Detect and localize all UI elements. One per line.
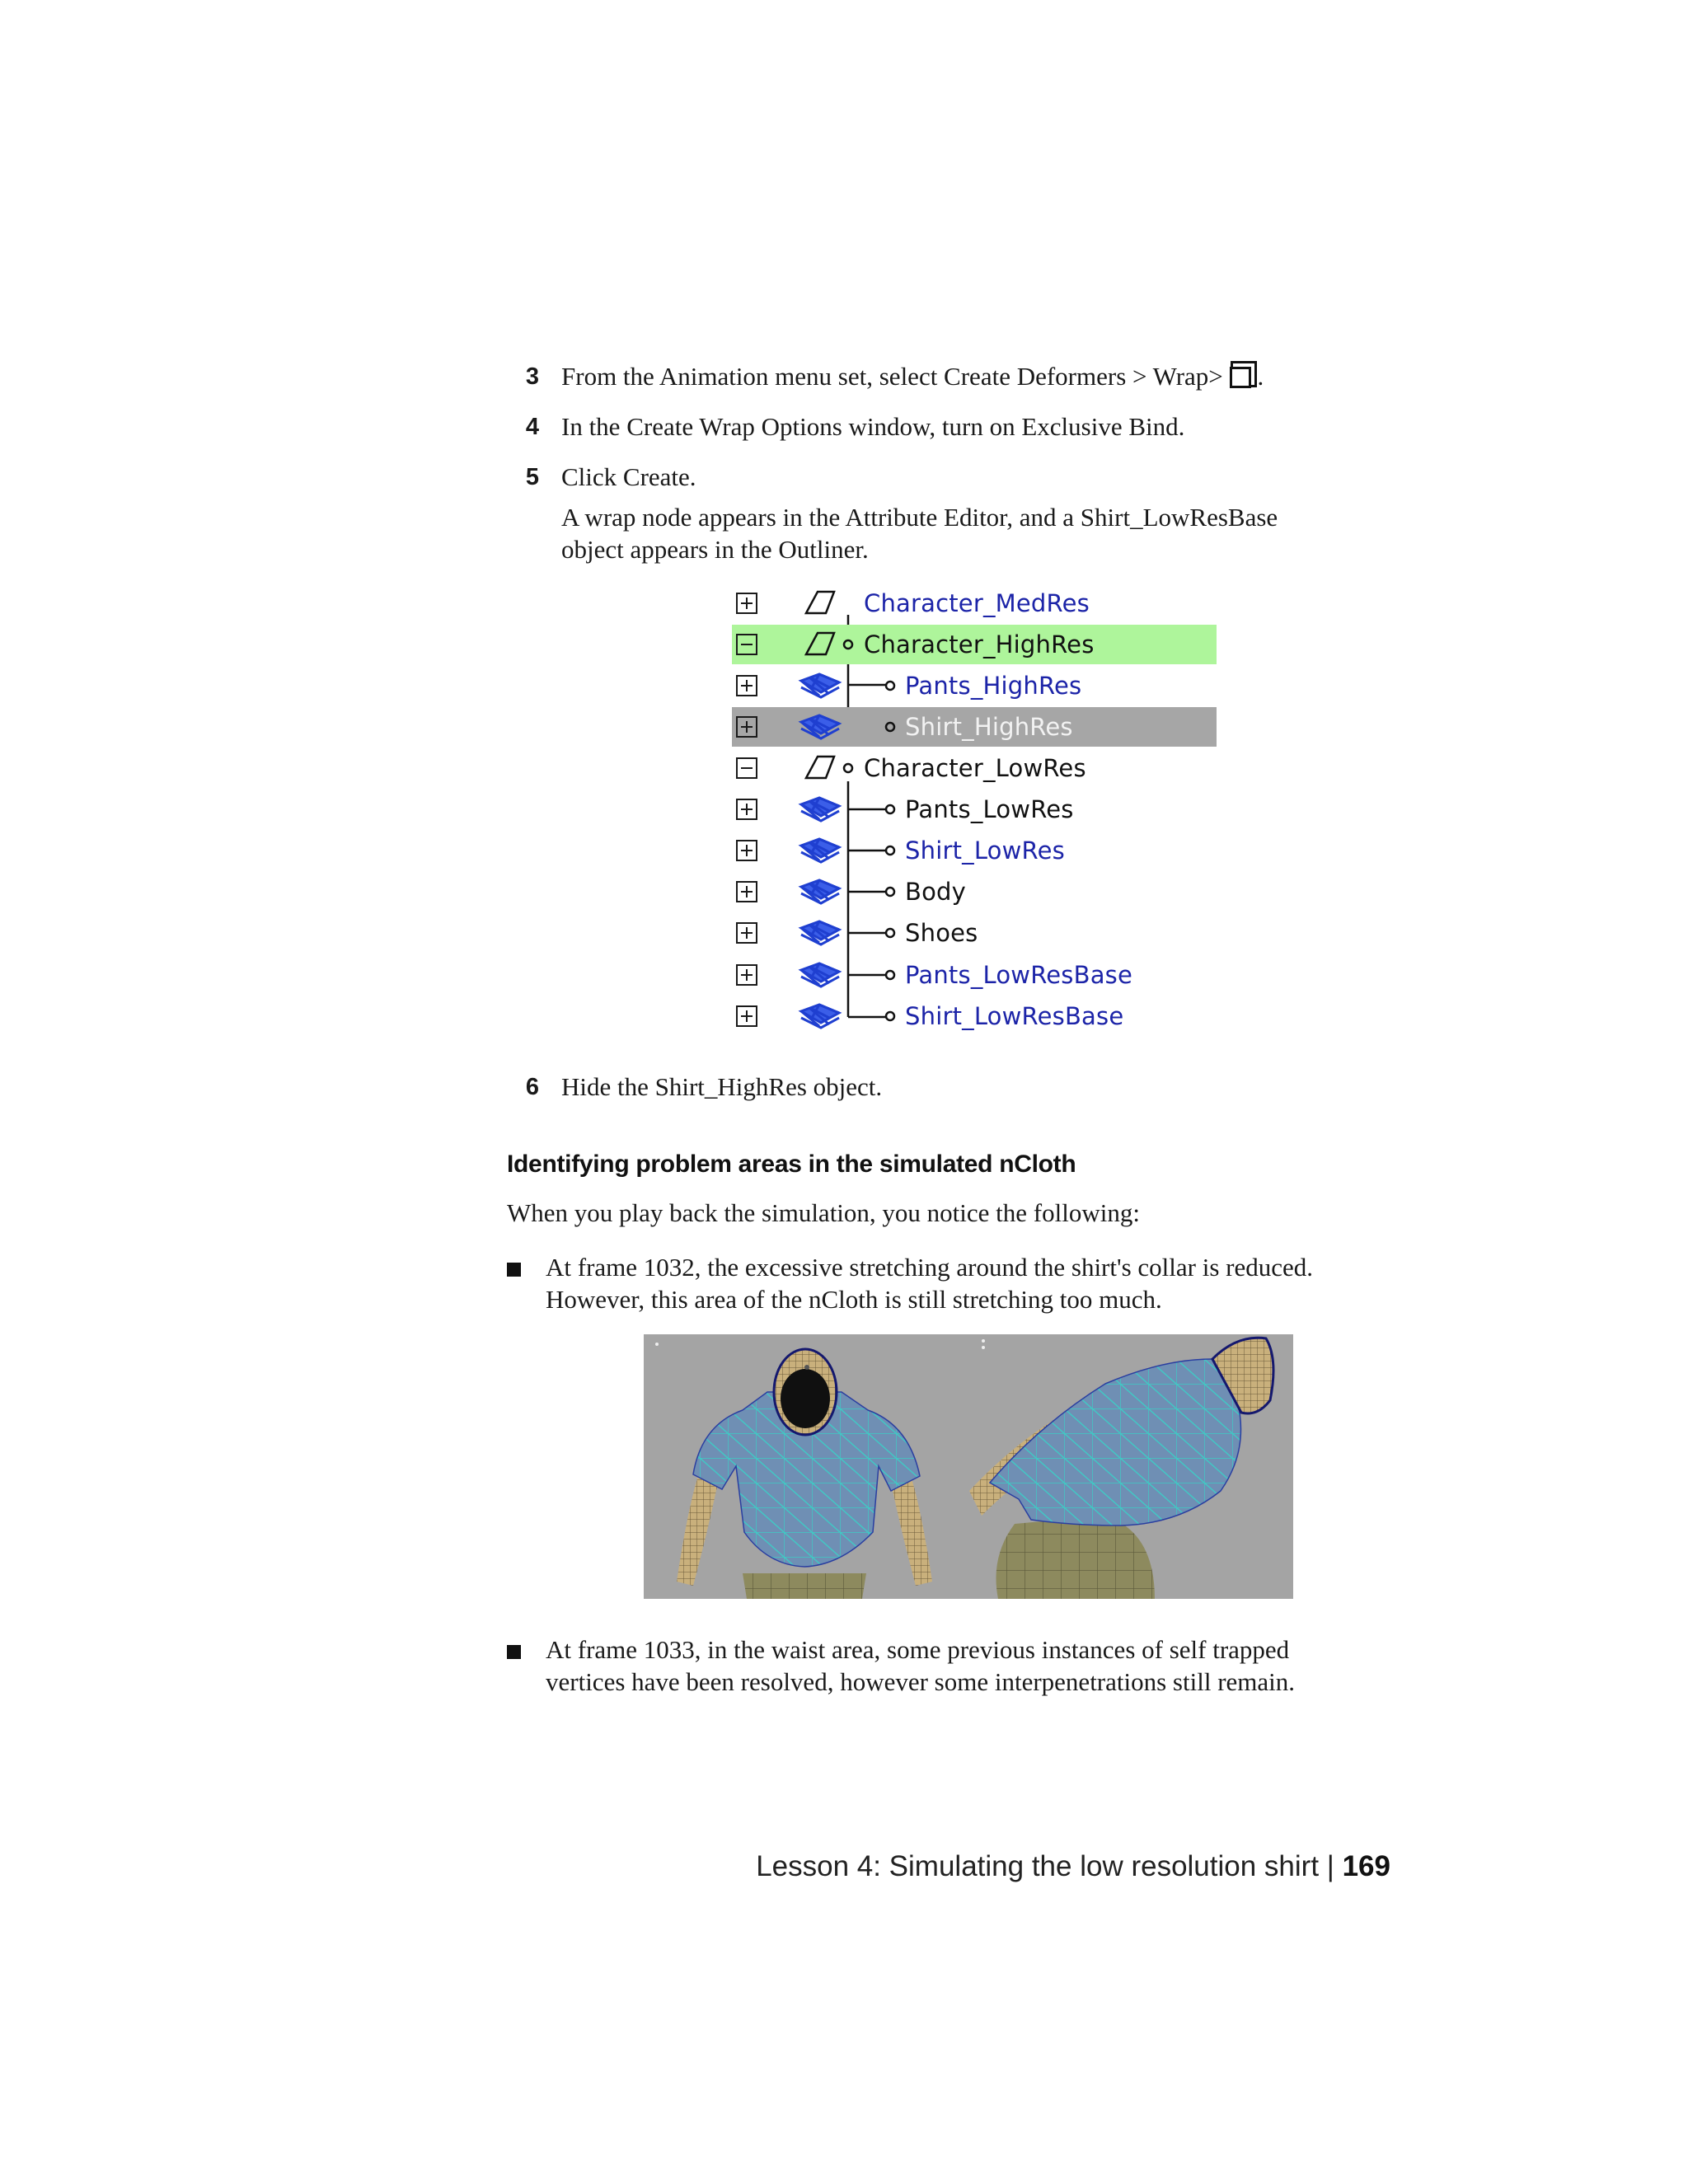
step-text: In the Create Wrap Options window, turn on Exclusive Bind. <box>561 412 1185 441</box>
outliner-row[interactable] <box>732 748 1217 788</box>
outliner-row[interactable] <box>732 666 1217 705</box>
group-icon <box>803 753 862 783</box>
node-connector-icon <box>884 720 897 733</box>
expand-icon[interactable] <box>736 881 757 902</box>
mesh-icon <box>796 836 846 865</box>
outliner-item-label: Character_LowRes <box>864 754 1086 782</box>
expand-icon[interactable] <box>736 922 757 944</box>
step-number: 6 <box>525 1074 540 1100</box>
page-number: 169 <box>1342 1850 1390 1882</box>
bullet-line-2: vertices have been resolved, however some interpenetrations still remain. <box>546 1667 1296 1696</box>
step-text: Hide the Shirt_HighRes object. <box>561 1072 883 1101</box>
expand-icon[interactable] <box>736 593 757 614</box>
step-number: 3 <box>525 363 540 390</box>
bullet-line-1: At frame 1032, the excessive stretching around the shirt's collar is reduced. <box>546 1253 1313 1282</box>
node-connector-icon <box>884 803 897 816</box>
mesh-icon <box>796 877 846 907</box>
mesh-icon <box>796 712 846 742</box>
result-line-1: A wrap node appears in the Attribute Editor, and a Shirt_LowResBase <box>561 503 1278 532</box>
node-connector-icon <box>884 926 897 940</box>
outliner-item-label: Pants_LowRes <box>905 795 1074 823</box>
shirt-simulation-render <box>644 1334 1293 1599</box>
outliner-item-label: Character_MedRes <box>864 589 1090 617</box>
outliner-item-label: Pants_HighRes <box>905 672 1082 700</box>
outliner-row[interactable] <box>732 625 1217 664</box>
expand-icon[interactable] <box>736 1005 757 1027</box>
collapse-icon[interactable] <box>736 757 757 779</box>
node-connector-icon <box>884 679 897 692</box>
node-connector-icon <box>884 1010 897 1023</box>
step-suffix: . <box>1257 362 1264 391</box>
mesh-icon <box>796 671 846 701</box>
group-icon <box>803 630 862 659</box>
page-footer <box>756 1849 1390 1885</box>
outliner-row[interactable] <box>732 955 1217 995</box>
outliner-row[interactable] <box>732 790 1217 829</box>
group-icon <box>803 588 862 618</box>
bullet-line-1: At frame 1033, in the waist area, some previous instances of self trapped <box>546 1635 1290 1664</box>
step-5-result <box>561 501 1278 565</box>
mesh-icon <box>796 1001 846 1031</box>
outliner-row[interactable] <box>732 583 1217 623</box>
step-text: Click Create. <box>561 462 696 491</box>
expand-icon[interactable] <box>736 675 757 696</box>
step-text: From the Animation menu set, select Create Deformers > Wrap> <box>561 362 1223 391</box>
outliner-row[interactable] <box>732 872 1217 912</box>
mesh-icon <box>796 960 846 990</box>
outliner-row[interactable] <box>732 996 1217 1036</box>
mesh-icon <box>796 918 846 948</box>
outliner-item-label: Body <box>905 878 967 906</box>
step-number: 4 <box>525 414 540 440</box>
expand-icon[interactable] <box>736 799 757 820</box>
footer-lesson-title: Lesson 4: Simulating the low resolution shirt | <box>756 1850 1343 1882</box>
mesh-icon <box>796 794 846 824</box>
outliner-row[interactable] <box>732 831 1217 870</box>
outliner-item-label: Shirt_LowResBase <box>905 1002 1124 1030</box>
outliner-row[interactable] <box>732 707 1217 747</box>
outliner-item-label: Shirt_HighRes <box>905 713 1073 741</box>
ncloth-viewport-image <box>644 1334 1293 1599</box>
node-connector-icon <box>884 844 897 857</box>
step-number: 5 <box>525 464 540 490</box>
outliner-row[interactable] <box>732 913 1217 953</box>
outliner-item-label: Character_HighRes <box>864 630 1095 658</box>
option-box-icon <box>1230 367 1251 388</box>
node-connector-icon <box>884 885 897 898</box>
outliner-item-label: Pants_LowResBase <box>905 961 1133 989</box>
outliner-item-label: Shirt_LowRes <box>905 837 1065 865</box>
expand-icon[interactable] <box>736 840 757 861</box>
section-intro: When you play back the simulation, you notice the following: <box>507 1198 1140 1227</box>
outliner-panel <box>732 583 1217 1041</box>
bullet-square-icon <box>507 1263 521 1277</box>
node-connector-icon <box>884 968 897 982</box>
expand-icon[interactable] <box>736 716 757 738</box>
bullet-square-icon <box>507 1645 521 1659</box>
collapse-icon[interactable] <box>736 634 757 655</box>
section-heading: Identifying problem areas in the simulated nCloth <box>507 1151 1076 1178</box>
outliner-item-label: Shoes <box>905 919 978 947</box>
bullet-line-2: However, this area of the nCloth is still stretching too much. <box>546 1285 1162 1314</box>
result-line-2: object appears in the Outliner. <box>561 535 869 564</box>
expand-icon[interactable] <box>736 964 757 986</box>
